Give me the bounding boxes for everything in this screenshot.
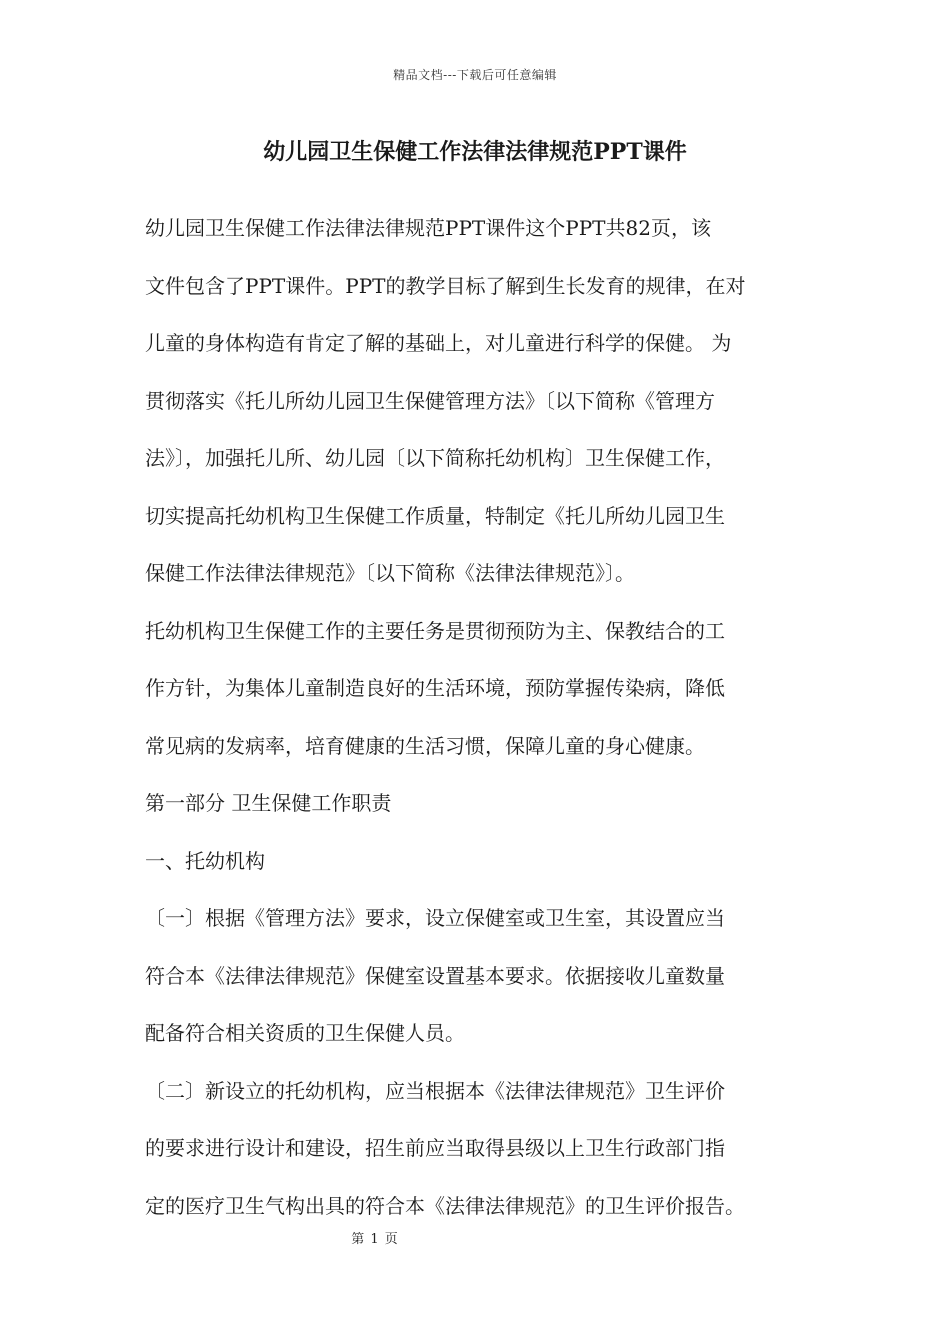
document-body <box>145 200 825 1235</box>
body-line: 定的医疗卫生气构出具的符合本《法律法律规范》的卫生评价报告。 <box>145 1193 745 1218</box>
body-line: 〔一〕根据《管理方法》要求，设立保健室或卫生室，其设置应当 <box>145 906 725 930</box>
header-note: 精品文档---下载后可任意编辑 <box>393 68 557 82</box>
body-line: 符合本《法律法律规范》保健室设置基本要求。依据接收儿童数量 <box>145 963 725 988</box>
body-line: 切实提高托幼机构卫生保健工作质量，特制定《托儿所幼儿园卫生 <box>145 503 725 528</box>
body-line: 幼儿园卫生保健工作法律法律规范PPT课件这个PPT共82页，该 <box>145 216 711 240</box>
body-line: 保健工作法律法律规范》〔以下简称《法律法律规范》〕。 <box>145 561 635 585</box>
subsection-heading: 一、托幼机构 <box>145 848 265 873</box>
body-line: 的要求进行设计和建设，招生前应当取得县级以上卫生行政部门指 <box>145 1136 725 1160</box>
body-line: 常见病的发病率，培育健康的生活习惯，保障儿童的身心健康。 <box>145 733 705 758</box>
body-line: 文件包含了PPT课件。PPT的教学目标了解到生长发育的规律，在对 <box>145 273 746 298</box>
section-heading: 第一部分 卫生保健工作职责 <box>145 791 392 815</box>
document-title: 幼儿园卫生保健工作法律法律规范PPT课件 <box>263 139 687 165</box>
body-line: 〔二〕新设立的托幼机构，应当根据本《法律法律规范》卫生评价 <box>145 1078 725 1103</box>
body-line: 儿童的身体构造有肯定了解的基础上，对儿童进行科学的保健。 为 <box>145 331 732 355</box>
body-line: 法》〕，加强托儿所、幼儿园〔以下简称托幼机构〕卫生保健工作， <box>145 446 725 470</box>
body-line: 配备符合相关资质的卫生保健人员。 <box>145 1021 465 1045</box>
page-number: 第 1 页 <box>351 1232 399 1247</box>
body-line: 贯彻落实《托儿所幼儿园卫生保健管理方法》〔以下简称《管理方 <box>145 388 715 413</box>
body-line: 作方针，为集体儿童制造良好的生活环境，预防掌握传染病，降低 <box>145 676 725 700</box>
body-line: 托幼机构卫生保健工作的主要任务是贯彻预防为主、保教结合的工 <box>145 618 725 643</box>
